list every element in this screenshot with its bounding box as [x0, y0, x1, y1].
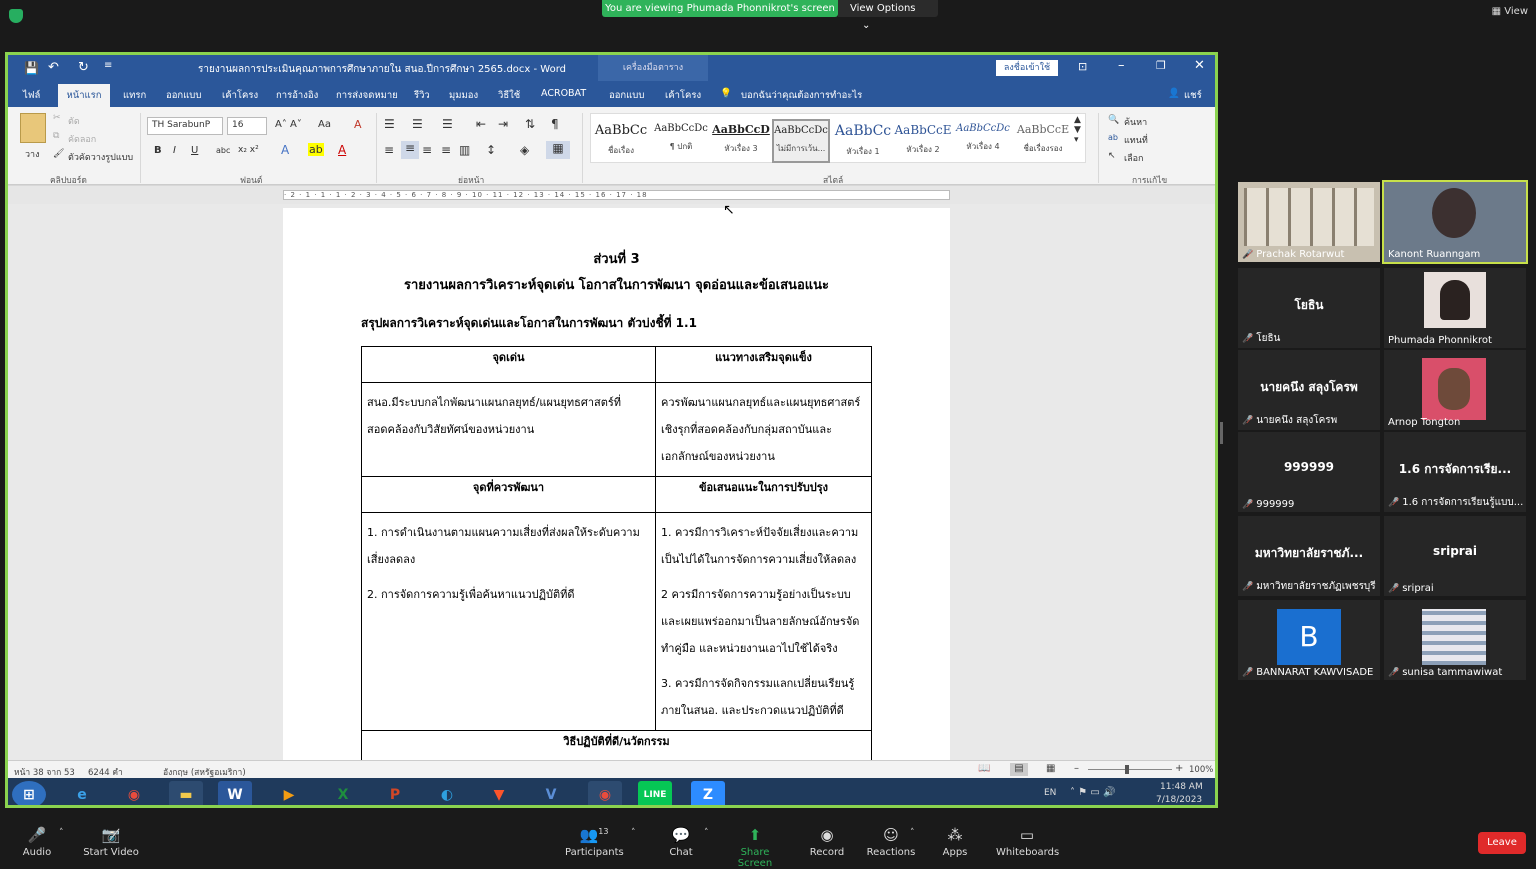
tab-file[interactable]: ไฟล์ — [23, 90, 41, 101]
web-layout-icon[interactable]: ▦ — [1046, 763, 1056, 774]
report-heading: รายงานผลการวิเคราะห์จุดเด่น โอกาสในการพัฒนา จุดอ่อนและข้อเสนอแนะ — [403, 278, 829, 293]
shading-icon[interactable]: ◈ — [520, 143, 530, 157]
video-off-icon: 📷̸ — [101, 826, 121, 844]
muted-mic-icon: 🎤̸ — [1242, 668, 1254, 678]
font-size-combo[interactable] — [227, 117, 267, 135]
participant-tile[interactable] — [1238, 268, 1380, 348]
participant-name: sriprai — [1402, 583, 1434, 594]
table-header-best-practice: วิธีปฏิบัติที่ดี/นวัตกรรม — [362, 731, 872, 767]
reactions-icon: ☺ — [883, 826, 899, 844]
bullets-icon[interactable]: ☰ — [384, 117, 395, 131]
redo-icon[interactable]: ↻ — [78, 60, 89, 75]
clipboard-icon[interactable] — [20, 113, 46, 143]
separator — [140, 113, 141, 183]
participant-tile[interactable] — [1238, 432, 1380, 512]
muted-mic-icon: 🎤̸ — [1242, 250, 1254, 260]
tab-mailings[interactable]: การส่งจดหมาย — [336, 90, 398, 101]
text-effects-icon[interactable]: A — [281, 143, 290, 157]
suggest-item: 3. ควรมีการจัดกิจกรรมแลกเปลี่ยนเรียนรู้ภายในสนอ. และประกวดแนวปฏิบัติที่ดี — [661, 677, 855, 717]
ribbon-tabs — [8, 81, 1215, 107]
ribbon-display-icon[interactable]: ⊡ — [1078, 60, 1088, 73]
start-icon[interactable]: ⊞ — [12, 781, 46, 808]
whiteboards-label: Whiteboards — [996, 847, 1060, 858]
style-heading3[interactable] — [712, 119, 770, 163]
file-explorer-icon[interactable]: ▬ — [169, 781, 203, 808]
style-preview: AaBbCcDc — [654, 123, 708, 134]
copy-icon[interactable]: ⧉ — [53, 131, 60, 141]
clock-time[interactable]: 11:48 AM — [1160, 782, 1203, 792]
brave-icon[interactable]: ▼ — [493, 786, 505, 803]
participant-display-name: sriprai — [1433, 544, 1477, 558]
style-preview: AaBbCcE — [894, 123, 952, 137]
analysis-table — [361, 346, 872, 767]
tell-me-box[interactable]: บอกฉันว่าคุณต้องการทำอะไร — [741, 90, 863, 101]
horizontal-ruler[interactable] — [8, 186, 1215, 204]
word-taskbar-icon[interactable]: W — [218, 781, 252, 808]
word-title-bar — [8, 55, 1215, 81]
participants-label: Participants — [565, 847, 624, 858]
chat-icon: 💬 — [671, 826, 691, 844]
change-case-icon[interactable]: Aa — [318, 119, 331, 130]
style-preview: AaBbCcD — [712, 123, 770, 136]
shared-screen — [5, 52, 1218, 808]
audio-label: Audio — [22, 847, 52, 858]
chevron-down-icon: ⌄ — [862, 20, 871, 31]
tab-layout[interactable]: เค้าโครง — [222, 90, 259, 101]
style-preview: AaBbCcDc — [774, 125, 828, 136]
participant-tile[interactable] — [1384, 432, 1526, 512]
font-name-combo[interactable] — [147, 117, 223, 135]
style-label: หัวเรื่อง 2 — [906, 145, 940, 154]
table-cell-improve — [362, 513, 656, 731]
participant-tile[interactable] — [1384, 350, 1526, 430]
participant-name: sunisa tammawiwat — [1402, 667, 1503, 678]
document-title: รายงานผลการประเมินคุณภาพการศึกษาภายใน สนอ.ปีการศึกษา 2565.docx - Word — [198, 64, 567, 75]
participant-name: 1.6 การจัดการเรียนรู้แบบ... — [1402, 497, 1524, 508]
align-left-icon[interactable]: ≡ — [384, 143, 395, 157]
participant-name: 999999 — [1256, 499, 1295, 510]
grid-view-icon: ▦ — [1491, 6, 1505, 17]
apps-button[interactable] — [938, 826, 972, 858]
style-subtitle[interactable] — [1014, 119, 1072, 163]
leave-button[interactable]: Leave — [1478, 832, 1526, 854]
ribbon — [8, 107, 1215, 185]
zoom-toolbar — [0, 812, 1536, 869]
tab-acrobat[interactable]: ACROBAT — [541, 88, 587, 99]
style-label: หัวเรื่อง 3 — [724, 144, 758, 153]
chrome-icon[interactable]: ◉ — [127, 786, 141, 803]
thai-distributed-icon[interactable]: ▥ — [459, 143, 471, 157]
video-feed — [1244, 188, 1374, 246]
lightbulb-icon: 💡 — [720, 88, 732, 99]
clear-format-icon[interactable]: A — [354, 118, 362, 131]
improve-item: 2. การจัดการความรู้เพื่อค้นหาแนวปฏิบัติที่ดี — [367, 588, 575, 601]
muted-mic-icon: 🎤̸ — [1242, 334, 1254, 344]
participant-display-name: มหาวิทยาลัยราชภั... — [1254, 546, 1364, 560]
restore-icon[interactable]: ❐ — [1156, 59, 1166, 72]
mouse-cursor-icon: ↖ — [723, 202, 735, 218]
chrome-profile-icon[interactable]: ◉ — [588, 781, 622, 808]
align-center-icon[interactable]: ≡ — [401, 141, 419, 159]
muted-mic-icon: 🎤̸ — [1388, 498, 1400, 508]
view-options-button[interactable] — [838, 0, 938, 31]
windows-taskbar — [8, 778, 1215, 808]
style-label: ไม่มีการเว้น... — [776, 144, 826, 153]
improve-item: 1. การดำเนินงานตามแผนความเสี่ยงที่ส่งผลให้ระดับความเสี่ยงลดลง — [367, 526, 640, 566]
scissors-icon[interactable]: ✂ — [53, 113, 61, 123]
table-header-suggest: ข้อเสนอแนะในการปรับปรุง — [656, 477, 872, 513]
style-no-spacing[interactable] — [772, 119, 830, 163]
participant-display-name: 1.6 การจัดการเรีย... — [1398, 462, 1512, 476]
font-size-value: 16 — [232, 120, 244, 130]
view-button[interactable] — [1492, 6, 1528, 17]
style-heading2[interactable] — [894, 119, 952, 163]
copy-button[interactable]: คัดลอก — [68, 135, 97, 145]
whiteboard-icon: ▭ — [1019, 826, 1035, 844]
share-button[interactable]: แชร์ — [1184, 90, 1202, 101]
apps-label: Apps — [942, 847, 968, 858]
security-shield-icon[interactable] — [9, 9, 23, 23]
record-label: Record — [809, 847, 845, 858]
participant-tile[interactable] — [1384, 268, 1526, 348]
participants-options-icon[interactable]: ˄ — [631, 828, 636, 838]
table-cell-enhance: ควรพัฒนาแผนกลยุทธ์และแผนยุทธศาสตร์เชิงรุกที่สอดคล้องกับกลุ่มสถาบันและเอกลักษณ์ของหน่วยงาน — [656, 383, 872, 477]
participant-name: Phumada Phonnikrot — [1388, 335, 1492, 346]
chat-options-icon[interactable]: ˄ — [704, 828, 709, 838]
document-area — [8, 204, 1215, 760]
page-count[interactable]: หน้า 38 จาก 53 — [14, 768, 75, 778]
zoom-slider-thumb[interactable] — [1125, 765, 1129, 774]
participant-display-name: โยธิน — [1294, 298, 1324, 312]
style-preview: AaBbCc — [834, 123, 892, 139]
format-painter-button[interactable]: ตัวคัดวางรูปแบบ — [68, 153, 134, 163]
increase-indent-icon[interactable]: ⇥ — [498, 117, 509, 131]
profile-photo — [1422, 358, 1486, 420]
signin-button[interactable]: ลงชื่อเข้าใช้ — [996, 60, 1058, 76]
underline-icon[interactable]: U — [191, 145, 199, 156]
pilcrow-icon[interactable]: ¶ — [551, 117, 559, 131]
style-label: ชื่อเรื่องรอง — [1023, 144, 1063, 153]
internet-explorer-icon[interactable]: e — [77, 786, 87, 803]
bold-icon[interactable]: B — [154, 145, 162, 156]
participant-tile[interactable] — [1238, 350, 1380, 430]
zoom-app-icon[interactable]: Z — [691, 781, 725, 808]
style-preview: AaBbCc — [594, 123, 648, 138]
separator — [582, 113, 583, 183]
paste-button[interactable]: วาง — [25, 150, 40, 160]
whiteboards-button[interactable] — [996, 826, 1058, 858]
customize-qat-icon[interactable]: ≡ — [104, 60, 113, 71]
edge-icon[interactable]: ◐ — [440, 786, 454, 803]
zoom-slider[interactable] — [1088, 769, 1172, 770]
participant-tile[interactable] — [1238, 600, 1380, 680]
table-header-improve: จุดที่ควรพัฒนา — [362, 477, 656, 513]
video-feed — [1432, 188, 1476, 238]
reactions-button[interactable] — [866, 826, 916, 858]
participant-name: Kanont Ruanngam — [1388, 249, 1481, 260]
ruler-scale: · 2 · 1 · 1 · 1 · 2 · 3 · 4 · 5 · 6 · 7 · 8 · 9 · 10 · 11 · 12 · 13 · 14 · 15 · 16 · 17 · 18 — [283, 190, 950, 200]
tab-table-design[interactable]: ออกแบบ — [609, 90, 645, 101]
suggest-item: 1. ควรมีการวิเคราะห์ปัจจัยเสี่ยงและความเป็นไปได้ในการจัดการความเสี่ยงให้ลดลง — [661, 526, 859, 566]
tab-references[interactable]: การอ้างอิง — [276, 90, 319, 101]
view-options-label: View Options — [850, 3, 916, 14]
summary-subheading: สรุปผลการวิเคราะห์จุดเด่นและโอกาสในการพัฒนา ตัวบ่งชี้ที่ 1.1 — [361, 316, 697, 330]
group-styles: สไตล์ — [823, 176, 844, 186]
participant-name: Arnop Tongton — [1388, 417, 1461, 428]
media-player-icon[interactable]: ▶ — [283, 786, 295, 803]
status-bar — [8, 760, 1215, 778]
tab-home[interactable]: หน้าแรก — [58, 84, 110, 107]
tab-review[interactable]: รีวิว — [414, 90, 430, 101]
style-preview: AaBbCcE — [1016, 123, 1070, 136]
document-page[interactable] — [283, 208, 950, 768]
table-header-enhance: แนวทางเสริมจุดแข็ง — [656, 347, 872, 383]
viewing-banner: You are viewing Phumada Phonnikrot's screen — [602, 0, 838, 17]
powerpoint-icon[interactable]: P — [389, 786, 401, 803]
participant-name: Prachak Rotarwut — [1256, 249, 1345, 260]
save-icon[interactable]: 💾 — [24, 61, 39, 75]
tab-view[interactable]: มุมมอง — [449, 90, 479, 101]
chat-button[interactable] — [665, 826, 697, 858]
tab-insert[interactable]: แทรก — [123, 90, 147, 101]
style-normal[interactable] — [652, 119, 710, 163]
record-button[interactable] — [808, 826, 846, 858]
user-icon: 👤 — [1168, 88, 1180, 99]
zoom-out-icon[interactable]: – — [1074, 763, 1079, 774]
tray-icons[interactable]: ˄ ⚑ ▭ 🔊 — [1070, 787, 1116, 798]
separator — [1098, 113, 1099, 183]
justify-icon[interactable]: ≡ — [441, 143, 452, 157]
excel-icon[interactable]: X — [337, 786, 349, 803]
participant-tile[interactable] — [1238, 516, 1380, 596]
reactions-label: Reactions — [866, 847, 916, 858]
cut-button[interactable]: ตัด — [68, 117, 80, 127]
share-screen-label: Share Screen — [737, 847, 773, 869]
zoom-in-icon[interactable]: + — [1175, 763, 1184, 774]
line-icon[interactable]: LINE — [638, 781, 672, 808]
muted-mic-icon: 🎤̸ — [1242, 416, 1254, 426]
start-video-label: Start Video — [83, 847, 139, 858]
clock-date[interactable]: 7/18/2023 — [1156, 795, 1203, 805]
grow-font-icon[interactable]: A˄ A˅ — [275, 119, 302, 130]
participant-name: โยธิน — [1256, 333, 1281, 344]
language-status[interactable]: อังกฤษ (สหรัฐอเมริกา) — [163, 768, 246, 778]
font-name-value: TH SarabunP — [152, 120, 211, 130]
select-icon[interactable]: ↖ — [1108, 151, 1116, 161]
participant-tile[interactable] — [1384, 600, 1526, 680]
undo-icon[interactable]: ↶ — [48, 60, 59, 75]
replace-icon[interactable]: ab — [1108, 133, 1118, 142]
print-layout-icon[interactable]: ▤ — [1010, 763, 1028, 776]
group-font: ฟอนต์ — [240, 176, 263, 186]
muted-mic-icon: 🎤̸ — [1242, 500, 1254, 510]
multilevel-icon[interactable]: ☰ — [442, 117, 453, 131]
table-cell-strength: สนอ.มีระบบกลไกพัฒนาแผนกลยุทธ์/แผนยุทธศาสตร์ที่สอดคล้องกับวิสัยทัศน์ของหน่วยงาน — [362, 383, 656, 477]
find-icon[interactable]: 🔍 — [1108, 115, 1120, 125]
chat-label: Chat — [669, 847, 693, 858]
outlook-icon[interactable]: V — [545, 786, 557, 803]
input-language[interactable]: EN — [1044, 788, 1057, 798]
tab-design[interactable]: ออกแบบ — [166, 90, 202, 101]
style-preview: AaBbCcDc — [956, 123, 1010, 134]
start-video-button[interactable] — [82, 826, 140, 858]
paintbrush-icon[interactable]: 🖌 — [53, 149, 65, 159]
participant-name: BANNARAT KAWVISADE — [1256, 667, 1374, 678]
sort-icon[interactable]: ⇅ — [525, 117, 536, 131]
read-mode-icon[interactable]: 📖 — [978, 763, 991, 774]
styles-more-icon[interactable]: ▲ ▼ ▾ — [1074, 115, 1081, 145]
highlight-icon[interactable]: ab — [309, 143, 323, 156]
word-count[interactable]: 6244 คำ — [88, 768, 123, 778]
group-editing: การแก้ไข — [1132, 176, 1168, 186]
table-header-strength: จุดเด่น — [362, 347, 656, 383]
share-screen-button[interactable] — [726, 826, 784, 869]
style-label: ¶ ปกติ — [669, 142, 693, 151]
minimize-icon[interactable]: – — [1118, 58, 1125, 73]
style-label: ชื่อเรื่อง — [608, 146, 634, 155]
section-heading: ส่วนที่ 3 — [593, 252, 640, 267]
panel-resize-handle[interactable] — [1220, 422, 1223, 444]
find-button[interactable]: ค้นหา — [1124, 118, 1148, 128]
style-heading1[interactable] — [834, 119, 892, 163]
line-spacing-icon[interactable]: ↕ — [486, 143, 497, 157]
participants-icon: 👥$^{13}$ — [579, 826, 609, 844]
avatar: B — [1277, 609, 1341, 665]
participant-name: นายคนึง สลุงโครพ — [1256, 415, 1338, 426]
style-heading4[interactable] — [954, 119, 1012, 163]
style-label: หัวเรื่อง 1 — [846, 147, 880, 156]
muted-mic-icon: 🎤̸ — [1242, 582, 1254, 592]
decrease-indent-icon[interactable]: ⇤ — [476, 117, 487, 131]
participants-button[interactable] — [565, 826, 623, 858]
separator — [376, 113, 377, 183]
borders-icon[interactable]: ▦ — [546, 141, 570, 159]
muted-mic-icon: 🎤̸ — [1388, 668, 1400, 678]
participant-tile[interactable] — [1238, 182, 1380, 262]
profile-photo — [1422, 609, 1486, 665]
view-label: View — [1504, 6, 1528, 17]
group-paragraph: ย่อหน้า — [458, 176, 485, 186]
participant-display-name: นายคนึง สลุงโครพ — [1260, 380, 1358, 394]
font-color-icon[interactable]: A — [338, 143, 347, 157]
zoom-level[interactable]: 100% — [1189, 765, 1214, 775]
style-label: หัวเรื่อง 4 — [966, 142, 1000, 151]
tab-help[interactable]: วิธีใช้ — [498, 90, 521, 101]
participant-name: มหาวิทยาลัยราชภัฏเพชรบุรี — [1256, 581, 1376, 592]
record-icon: ◉ — [820, 826, 834, 844]
apps-icon: ⁂ — [947, 826, 963, 844]
italic-icon[interactable]: I — [173, 145, 176, 156]
share-screen-icon: ⬆ — [748, 826, 762, 844]
select-button[interactable]: เลือก — [1124, 154, 1144, 164]
suggest-item: 2 ควรมีการจัดการความรู้อย่างเป็นระบบและเผยแพร่ออกมาเป็นลายลักษณ์อักษรจัดทำคู่มือ และหน่วยงานเอาไปใช้ได้จริง — [661, 588, 860, 655]
muted-mic-icon: 🎤̸ — [1388, 584, 1400, 594]
subscript-icon[interactable]: x₂ x² — [238, 145, 259, 155]
microphone-icon: 🎤 — [27, 826, 47, 844]
audio-button[interactable] — [20, 826, 54, 858]
style-title[interactable] — [592, 119, 650, 163]
tab-table-layout[interactable]: เค้าโครง — [665, 90, 702, 101]
strikethrough-icon[interactable]: abc — [216, 146, 231, 155]
table-tools-context: เครื่องมือตาราง — [598, 55, 708, 81]
group-clipboard: คลิปบอร์ด — [50, 176, 87, 186]
align-right-icon[interactable]: ≡ — [422, 143, 433, 157]
profile-photo — [1424, 272, 1486, 328]
close-icon[interactable]: ✕ — [1194, 58, 1205, 73]
participant-display-name: 999999 — [1283, 460, 1335, 474]
numbering-icon[interactable]: ☰ — [412, 117, 423, 131]
table-cell-suggest — [656, 513, 872, 731]
participant-tile[interactable] — [1384, 516, 1526, 596]
audio-options-icon[interactable]: ˄ — [59, 828, 64, 838]
participant-tile-active[interactable] — [1382, 180, 1528, 264]
reactions-options-icon[interactable]: ˄ — [910, 828, 915, 838]
replace-button[interactable]: แทนที่ — [1124, 136, 1148, 146]
